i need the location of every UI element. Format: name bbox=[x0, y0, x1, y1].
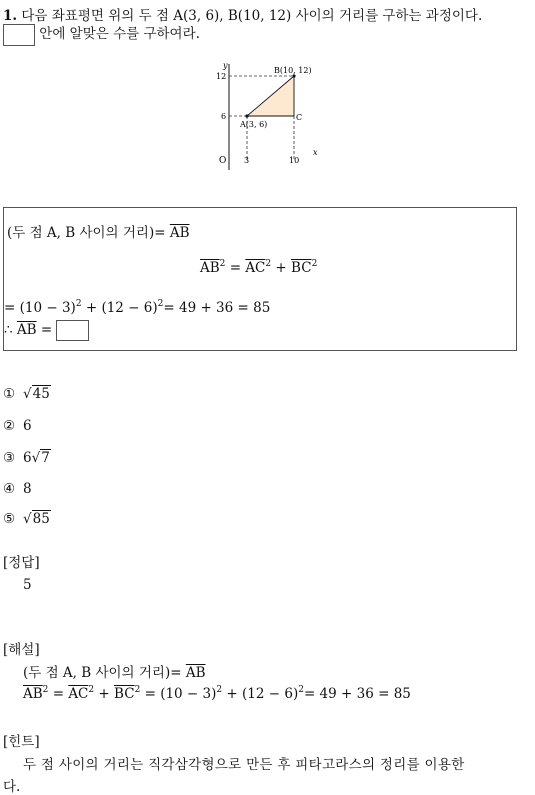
hint-line2: 다. bbox=[3, 779, 21, 795]
box-line2 bbox=[200, 260, 317, 276]
y-axis-label: y bbox=[223, 61, 228, 70]
box-line1-text: (두 점 A, B 사이의 거리)= bbox=[7, 225, 170, 241]
expl2-ac: $\overline{AC}$ bbox=[68, 686, 89, 702]
sqrt-symbol: √85 bbox=[23, 511, 50, 527]
box-line4 bbox=[4, 320, 89, 341]
exp: 2 bbox=[298, 685, 304, 695]
tick-y-12: 12 bbox=[216, 72, 227, 81]
choice-text: 6 bbox=[23, 418, 32, 434]
tick-x-10: 10 bbox=[289, 156, 300, 165]
exp: 2 bbox=[265, 259, 272, 269]
tick-y-6: 6 bbox=[221, 112, 227, 121]
exp: 2 bbox=[88, 685, 95, 695]
question-number: 1. bbox=[3, 8, 18, 24]
radicand: 7 bbox=[41, 450, 50, 466]
eq: = bbox=[225, 260, 246, 276]
plus: + bbox=[271, 260, 292, 276]
question-text: 다음 좌표평면 위의 두 점 A(3, 6), B(10, 12) 사이의 거리를 구하는 과정이다. bbox=[21, 8, 483, 24]
tail-b: + (12 − 6) bbox=[222, 686, 299, 702]
box-answer-blank bbox=[56, 320, 89, 341]
box-line3 bbox=[4, 300, 270, 316]
explanation-header: [해설] bbox=[3, 642, 40, 658]
radicand: 85 bbox=[32, 511, 50, 527]
choice-4[interactable] bbox=[3, 481, 32, 497]
exp: 2 bbox=[134, 685, 141, 695]
eq: = bbox=[48, 686, 69, 702]
explanation-line2 bbox=[23, 686, 411, 702]
line3-b: + (12 − 6) bbox=[81, 300, 158, 316]
sqrt-symbol: √45 bbox=[23, 386, 50, 402]
box4-ab: $\overline{AB}$ bbox=[16, 322, 37, 338]
question-line1 bbox=[3, 4, 482, 24]
answer-value: 5 bbox=[23, 577, 32, 593]
origin-label: O bbox=[219, 156, 227, 166]
exp: 2 bbox=[157, 299, 164, 309]
choice-mark: ④ bbox=[3, 481, 16, 497]
exp: 2 bbox=[311, 259, 318, 269]
choice-5[interactable] bbox=[3, 511, 51, 527]
tail-c: = 49 + 36 = 85 bbox=[303, 686, 411, 702]
hint-header: [힌트] bbox=[3, 734, 40, 750]
expl2-bc: $\overline{BC}$ bbox=[114, 686, 135, 702]
x-axis-label: x bbox=[313, 148, 318, 157]
explanation-line1 bbox=[23, 661, 206, 681]
choice-2[interactable] bbox=[3, 418, 32, 434]
box-line1 bbox=[7, 221, 190, 241]
label-a: A(3, 6) bbox=[240, 120, 268, 129]
answer-header: [정답] bbox=[3, 555, 40, 571]
label-b: B(10, 12) bbox=[274, 66, 312, 75]
choice-mark: ② bbox=[3, 418, 16, 434]
label-c: C bbox=[296, 113, 303, 122]
line3-a: = (10 − 3) bbox=[4, 300, 76, 316]
expl2-ab: $\overline{AB}$ bbox=[23, 686, 43, 702]
choice-mark: ① bbox=[3, 386, 16, 402]
therefore: ∴ bbox=[4, 322, 17, 338]
sqrt-symbol: √7 bbox=[31, 450, 50, 466]
question-text-2: 안에 알맞은 수를 구하여라. bbox=[39, 26, 200, 42]
choice-mark: ③ bbox=[3, 450, 16, 466]
box2-ab: $\overline{AB}$ bbox=[200, 260, 220, 276]
expl-prefix: (두 점 A, B 사이의 거리)= bbox=[23, 665, 186, 681]
box2-ac: $\overline{AC}$ bbox=[245, 260, 266, 276]
hint-line1: 두 점 사이의 거리는 직각삼각형으로 만든 후 피타고라스의 정리를 이용한 bbox=[23, 757, 465, 773]
choice-1[interactable] bbox=[3, 386, 51, 402]
exp: 2 bbox=[75, 299, 82, 309]
point-a bbox=[245, 114, 248, 117]
box-ab: $\overline{AB}$ bbox=[169, 225, 190, 241]
choice-3[interactable] bbox=[3, 450, 51, 466]
solution-box bbox=[3, 207, 517, 351]
choice-coef: 6 bbox=[23, 450, 32, 466]
question-line2 bbox=[3, 22, 200, 46]
radicand: 45 bbox=[32, 386, 50, 402]
exp: 2 bbox=[42, 685, 49, 695]
choice-mark: ⑤ bbox=[3, 511, 16, 527]
answer-blank-box bbox=[3, 24, 35, 46]
tick-x-3: 3 bbox=[244, 156, 250, 165]
box2-bc: $\overline{BC}$ bbox=[291, 260, 312, 276]
coordinate-figure bbox=[212, 58, 332, 174]
exp: 2 bbox=[219, 259, 226, 269]
plus: + bbox=[94, 686, 115, 702]
exp: 2 bbox=[216, 685, 223, 695]
tail-a: = (10 − 3) bbox=[140, 686, 217, 702]
choice-text: 8 bbox=[23, 481, 32, 497]
line3-c: = 49 + 36 = 85 bbox=[163, 300, 271, 316]
eq: = bbox=[36, 322, 57, 338]
expl-ab: $\overline{AB}$ bbox=[185, 665, 206, 681]
